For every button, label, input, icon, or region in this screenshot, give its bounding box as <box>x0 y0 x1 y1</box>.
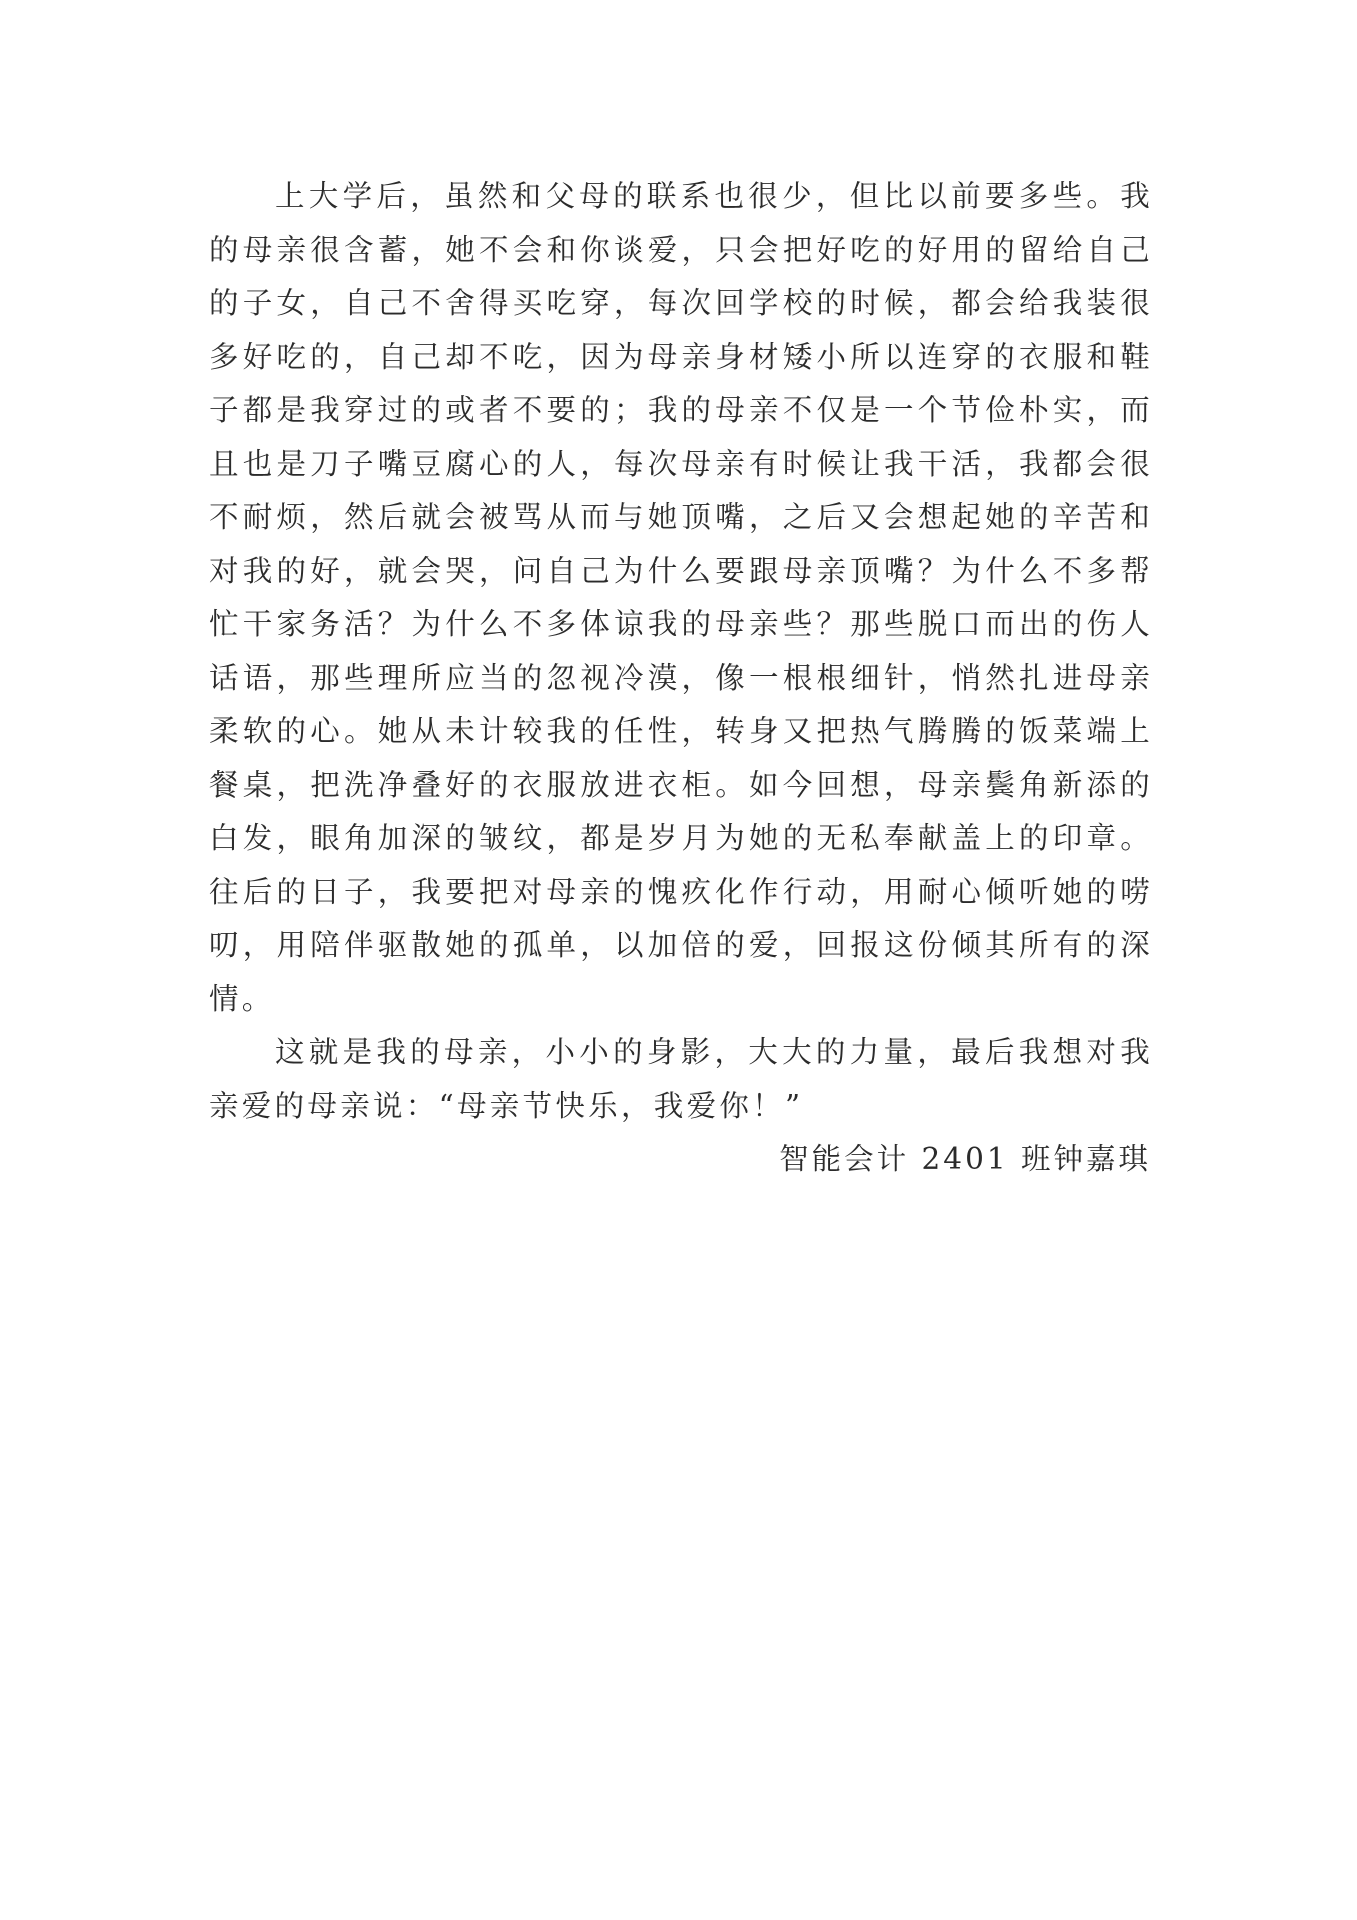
author-signature: 智能会计 2401 班钟嘉琪 <box>779 1142 1151 1176</box>
essay-body <box>209 170 1153 1187</box>
paragraph-1: 上大学后，虽然和父母的联系也很少，但比以前要多些。我的母亲很含蓄，她不会和你谈爱，只会把好吃的好用的留给自己的子女，自己不舍得买吃穿，每次回学校的时候，都会给我装很多好吃的，自己却不吃，因为母亲身材矮小所以连穿的衣服和鞋子都是我穿过的或者不要的；我的母亲不仅是一个节俭朴实，而且也是刀子嘴豆腐心的人，每次母亲有时候让我干活，我都会很不耐烦，然后就会被骂从而与她顶嘴，之后又会想起她的辛苦和对我的好，就会哭，问自己为什么要跟母亲顶嘴？为什么不多帮忙干家务活？为什么不多体谅我的母亲些？那些脱口而出的伤人话语，那些理所应当的忽视冷漠，像一根根细针，悄然扎进母亲柔软的心。她从未计较我的任性，转身又把热气腾腾的饭菜端上餐桌，把洗净叠好的衣服放进衣柜。如今回想，母亲鬓角新添的白发，眼角加深的皱纹，都是岁月为她的无私奉献盖上的印章。往后的日子，我要把对母亲的愧疚化作行动，用耐心倾听她的唠叨，用陪伴驱散她的孤单，以加倍的爱，回报这份倾其所有的深情。 <box>209 179 1153 1016</box>
paragraph-2: 这就是我的母亲，小小的身影，大大的力量，最后我想对我亲爱的母亲说：“母亲节快乐，我爱你！” <box>209 1035 1153 1123</box>
